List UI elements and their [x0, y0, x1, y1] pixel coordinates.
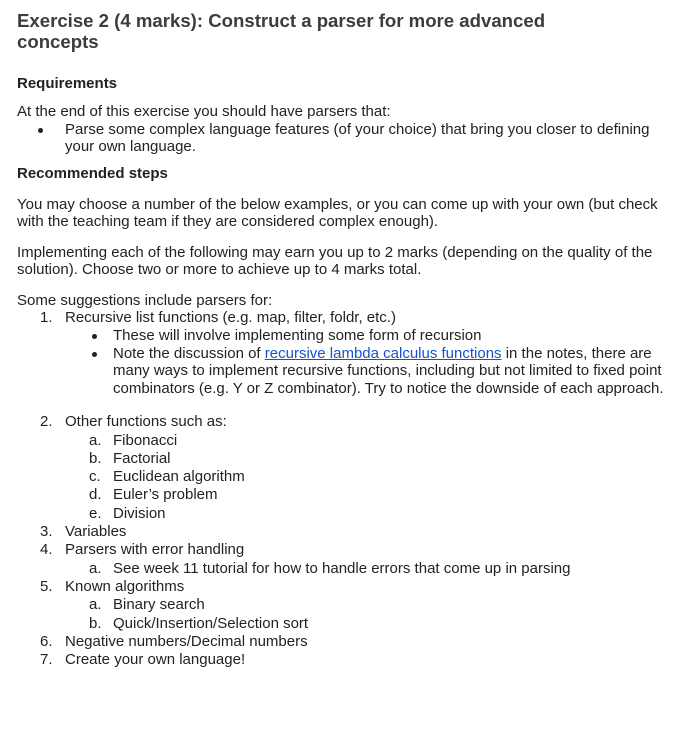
sub-list-letter: e.	[89, 504, 102, 522]
recommended-paragraph-2: Implementing each of the following may earn you up to 2 marks (depending on the quality of the solution). Choose two or more to achieve up to 4 marks total.	[17, 243, 653, 278]
sub-alpha-list	[65, 560, 667, 578]
list-item	[17, 651, 667, 669]
sub-list-text: Division	[113, 504, 166, 522]
list-item	[17, 523, 667, 541]
requirements-bullet: Parse some complex language features (of your choice) that bring you closer to defining your own language.	[17, 121, 667, 156]
sub-list-letter: a.	[89, 431, 102, 449]
requirements-heading: Requirements	[17, 75, 118, 92]
sub-list-text: Binary search	[113, 596, 205, 614]
list-number: 3.	[40, 523, 53, 541]
sub-list-item	[65, 468, 667, 486]
sub-list-text: Quick/Insertion/Selection sort	[113, 614, 309, 632]
list-item	[17, 633, 667, 651]
sub-bullet-list	[65, 327, 667, 397]
list-item-text: Variables	[65, 523, 127, 541]
list-number: 1.	[40, 309, 53, 326]
sub-list-item	[65, 505, 667, 523]
sub-list-letter: b.	[89, 614, 102, 632]
list-number: 2.	[40, 413, 53, 431]
sub-list-item	[65, 560, 667, 578]
list-item-text: Negative numbers/Decimal numbers	[65, 632, 308, 650]
list-item-text: Create your own language!	[65, 651, 246, 669]
sub-bullet: These will involve implementing some form of recursion	[65, 327, 667, 345]
sub-alpha-list	[65, 596, 667, 633]
sub-list-text: Factorial	[113, 449, 171, 467]
recursive-lambda-link[interactable]: recursive lambda calculus functions	[264, 344, 502, 362]
sub-list-letter: b.	[89, 449, 102, 467]
list-number: 5.	[40, 577, 53, 595]
requirements-list	[17, 121, 667, 156]
list-item-text: Recursive list functions (e.g. map, filter, foldr, etc.)	[65, 309, 396, 326]
sub-list-text: See week 11 tutorial for how to handle errors that come up in parsing	[113, 559, 571, 577]
list-item	[17, 541, 667, 578]
list-item-text: Parsers with error handling	[65, 541, 245, 559]
recommended-heading: Recommended steps	[17, 164, 168, 182]
suggestions-list	[17, 309, 667, 669]
sub-list-text: Fibonacci	[113, 431, 178, 449]
recommended-paragraph-3: Some suggestions include parsers for:	[17, 291, 273, 309]
list-item	[17, 578, 667, 633]
list-number: 4.	[40, 541, 53, 559]
recommended-paragraph-1: You may choose a number of the below examples, or you can come up with your own (but check with the teaching team if they are considered complex enough).	[17, 195, 658, 230]
sub-list-letter: c.	[89, 468, 101, 486]
sub-list-letter: a.	[89, 596, 102, 614]
sub-list-item	[65, 596, 667, 614]
sub-list-item	[65, 486, 667, 504]
sub-list-text: Euclidean algorithm	[113, 468, 245, 486]
list-number: 6.	[40, 632, 53, 650]
list-item	[17, 413, 667, 523]
note-text-before: Note the discussion of	[113, 344, 265, 362]
list-item-text: Known algorithms	[65, 577, 185, 595]
list-item	[17, 309, 667, 397]
exercise-title: Exercise 2 (4 marks): Construct a parser for more advanced concepts	[17, 10, 546, 52]
sub-bullet-note	[65, 345, 667, 398]
sub-list-item	[65, 432, 667, 450]
note-text-after: in the notes, there are many ways to implement recursive functions, including but not limited to fixed point combinators (e.g. Y or Z combinator). Try to notice the downside of each approach.	[113, 344, 664, 397]
list-item-text: Other functions such as:	[65, 413, 227, 431]
sub-list-item	[65, 615, 667, 633]
sub-alpha-list	[65, 432, 667, 523]
sub-list-letter: d.	[89, 486, 102, 504]
sub-list-item	[65, 450, 667, 468]
sub-list-text: Euler’s problem	[113, 486, 218, 504]
requirements-intro: At the end of this exercise you should have parsers that:	[17, 103, 391, 120]
document-page	[17, 10, 667, 669]
sub-list-letter: a.	[89, 559, 102, 577]
list-number: 7.	[40, 651, 53, 669]
